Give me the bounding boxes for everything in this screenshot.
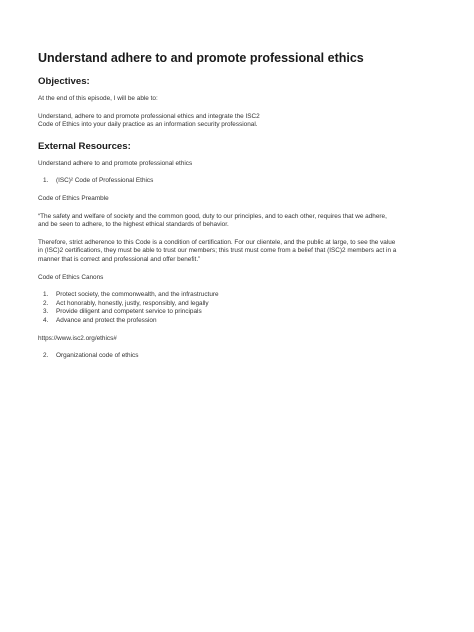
list-item bbox=[38, 352, 438, 361]
list-item-number: 1. bbox=[43, 291, 49, 299]
resources-list-1 bbox=[38, 177, 438, 186]
ethics-url: https://www.isc2.org/ethics# bbox=[38, 334, 117, 342]
list-item-number: 2. bbox=[43, 299, 49, 307]
objectives-heading: Objectives: bbox=[38, 76, 90, 87]
objectives-line-2: Code of Ethics into your daily practice as an information security professional. bbox=[38, 121, 258, 129]
page-title: Understand adhere to and promote professional ethics bbox=[38, 51, 364, 65]
list-item-text: Protect society, the commonwealth, and the infrastructure bbox=[56, 291, 219, 299]
list-item bbox=[38, 317, 438, 326]
list-item-number: 1. bbox=[43, 177, 49, 185]
objectives-intro: At the end of this episode, I will be able to: bbox=[38, 95, 158, 102]
canons-heading: Code of Ethics Canons bbox=[38, 273, 104, 281]
list-item-text: (ISC)² Code of Professional Ethics bbox=[56, 177, 154, 185]
list-item bbox=[38, 300, 438, 309]
preamble-paragraph-2-line-1: Therefore, strict adherence to this Code is a condition of certification. For our clientele, and the public at large, to see the value bbox=[38, 238, 396, 246]
list-item-number: 4. bbox=[43, 316, 49, 324]
resources-list-2 bbox=[38, 352, 438, 361]
external-resources-heading: External Resources: bbox=[38, 140, 131, 152]
preamble-paragraph-1-line-1: “The safety and welfare of society and the common good, duty to our principles, and to each other, requires that we adhere, bbox=[38, 212, 387, 220]
list-item-text: Organizational code of ethics bbox=[56, 352, 139, 360]
objectives-line-1: Understand, adhere to and promote professional ethics and integrate the ISC2 bbox=[38, 112, 260, 120]
list-item bbox=[38, 291, 438, 300]
list-item-text: Advance and protect the profession bbox=[56, 316, 157, 324]
preamble-heading: Code of Ethics Preamble bbox=[38, 194, 109, 202]
list-item bbox=[38, 308, 438, 317]
list-item-text: Provide diligent and competent service to principals bbox=[56, 308, 202, 316]
preamble-paragraph-2-line-2: in (ISC)2 certifications, they must be able to trust our members; this trust must come from a belief that (ISC)2 members act in a bbox=[38, 247, 397, 255]
preamble-paragraph-2-line-3: manner that is correct and professional and offer benefit.” bbox=[38, 255, 201, 263]
document-content bbox=[38, 50, 438, 361]
resources-intro: Understand adhere to and promote professional ethics bbox=[38, 159, 193, 167]
preamble-paragraph-1-line-2: and be seen to adhere, to the highest ethical standards of behavior. bbox=[38, 221, 229, 229]
list-item-number: 3. bbox=[43, 308, 49, 316]
list-item bbox=[38, 177, 438, 186]
list-item-number: 2. bbox=[43, 352, 49, 360]
list-item-text: Act honorably, honestly, justly, responsibly, and legally bbox=[56, 299, 209, 307]
canons-list bbox=[38, 291, 438, 325]
